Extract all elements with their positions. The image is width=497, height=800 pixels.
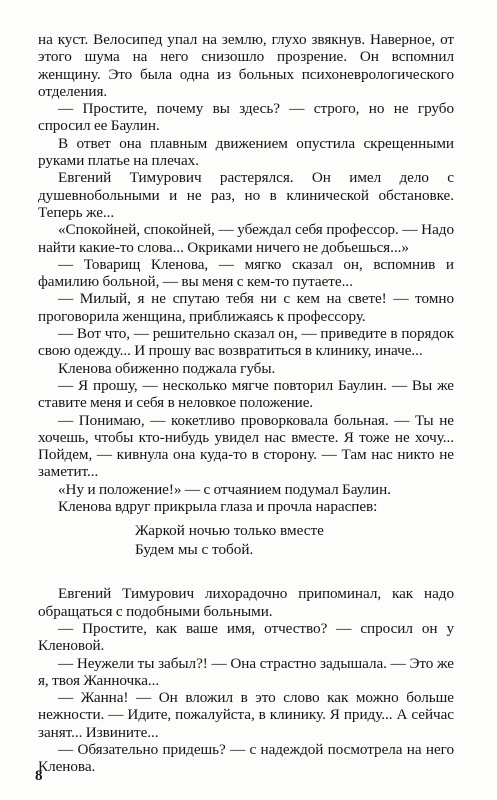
paragraph: — Обязательно придешь? — с надеждой посмотрела на него Кленова. [38, 740, 454, 776]
text-column [38, 31, 454, 776]
page-number: 8 [35, 768, 43, 784]
verse-line: Будем мы с тобой. [135, 541, 254, 559]
paragraph: — Простите, как ваше имя, отчество? — спросил он у Кленовой. [38, 619, 454, 655]
paragraph: — Вот что, — решительно сказал он, — приведите в порядок свою одежду... И прошу вас возвратиться в клинику, иначе... [38, 325, 454, 360]
paragraph: Евгений Тимурович растерялся. Он имел дело с душевнобольными и не раз, но в клинической обстановке. Теперь же... [38, 169, 454, 221]
paragraph: на куст. Велосипед упал на землю, глухо звякнув. Наверное, от этого шума на него снизошло прозрение. Он вспомнил женщину. Это была одна из больных психоневрологического отделения. [38, 31, 454, 100]
paragraph: Кленова обиженно поджала губы. [58, 359, 276, 377]
verse-line: Жаркой ночью только вместе [135, 522, 324, 540]
paragraph: — Я прошу, — несколько мягче повторил Баулин. — Вы же ставите меня и себя в неловкое положение. [38, 376, 454, 412]
paragraph: — Понимаю, — кокетливо проворковала больная. — Ты не хочешь, чтобы кто-нибудь увидел нас вместе. Я тоже не хочу... Пойдем, — кивнула она куда-то в сторону. — Там нас никто не заметит... [38, 411, 454, 481]
paragraph: — Товарищ Кленова, — мягко сказал он, вспомнив и фамилию больной, — вы меня с кем-то путаете... [38, 255, 454, 291]
verse-block [38, 521, 454, 559]
paragraph: — Милый, я не спутаю тебя ни с кем на свете! — томно проговорила женщина, приближаясь к профессору. [38, 290, 454, 325]
paragraph: «Ну и положение!» — с отчаянием подумал Баулин. [58, 480, 391, 498]
paragraph: В ответ она плавным движением опустила скрещенными руками платье на плечах. [38, 134, 454, 170]
paragraph: — Жанна! — Он вложил в это слово как можно больше нежности. — Идите, пожалуйста, в клинику. Я приду... А сейчас занят... Извините... [38, 689, 454, 741]
text-block-top [38, 31, 454, 515]
paragraph: — Неужели ты забыл?! — Она страстно задышала. — Это же я, твоя Жанночка... [38, 654, 454, 689]
paragraph: — Простите, почему вы здесь? — строго, но не грубо спросил ее Баулин. [38, 100, 454, 135]
paragraph: Евгений Тимурович лихорадочно припоминал, как надо обращаться с подобными больными. [38, 585, 454, 620]
paragraph: «Спокойней, спокойней, — убеждал себя профессор. — Надо найти какие-то слова... Окриками ничего не добьешься...» [38, 221, 454, 256]
text-block-bottom [38, 585, 454, 775]
section-gap [38, 566, 454, 585]
paragraph: Кленова вдруг прикрыла глаза и прочла нараспев: [58, 498, 378, 516]
